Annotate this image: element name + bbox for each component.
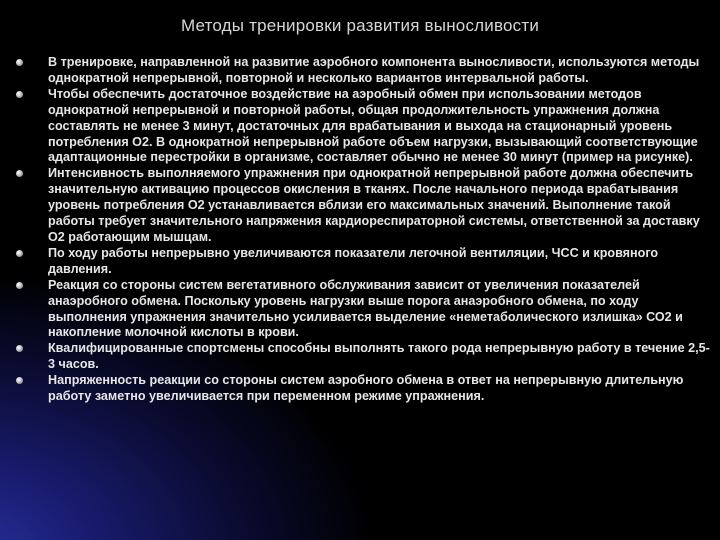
slide-title: Методы тренировки развития выносливости	[180, 16, 540, 35]
bullet-text: В тренировке, направленной на развитие аэробного компонента выносливости, используются методы однократной непрерывной, повторной и несколько вариантов интервальной работы.	[48, 55, 700, 85]
bullet-text: Напряженность реакции со стороны систем аэробного обмена в ответ на непрерывную длительную работу заметно увеличивается при переменном режиме упражнения.	[48, 373, 684, 404]
bullet-dot-icon	[16, 59, 23, 66]
bullet-dot-icon	[16, 250, 23, 257]
bullet-text: Реакция со стороны систем вегетативного обслуживания зависит от увеличения показателей анаэробного обмена. Поскольку уровень нагрузки выше порога анаэробного обмена, по ходу выполнения упражнения значительно усиливается выделение «неметаболического излишка» СО2 и накопление молочной кислоты в крови.	[48, 277, 683, 340]
bullet-dot-icon	[16, 170, 23, 177]
bullet-item	[0, 373, 720, 405]
bullet-dot-icon	[16, 91, 23, 98]
bullet-dot-icon	[16, 282, 23, 289]
bullet-dot-icon	[16, 377, 23, 384]
bullet-text: Чтобы обеспечить достаточное воздействие на аэробный обмен при использовании методов однократной непрерывной и повторной работы, общая продолжительность упражнения должна составлять не менее 3 минут, достаточных для врабатывания и выхода на стационарный уровень потребления О2. В однократной непрерывной работе объем нагрузки, вызывающий соответствующие адаптационные перестройки в организме, составляет обычно не менее 30 минут (пример на рисунке).	[48, 86, 698, 165]
bullet-text: Интенсивность выполняемого упражнения при однократной непрерывной работе должна обеспечить значительную активацию процессов окисления в тканях. После начального периода врабатывания уровень потребления О2 устанавливается вблизи его максимальных значений. Выполнение такой работы требует значительного напряжения кардиореспираторной системы, ответственной за доставку О2 работающим мышцам.	[48, 166, 700, 244]
bullet-dot-icon	[16, 345, 23, 352]
bullet-list	[0, 55, 720, 405]
bullet-item	[0, 87, 720, 167]
bullet-item	[0, 166, 720, 246]
bullet-text: По ходу работы непрерывно увеличиваются показатели легочной вентиляции, ЧСС и кровяного давления.	[48, 245, 659, 276]
bullet-text: Квалифицированные спортсмены способны выполнять такого рода непрерывную работу в течение 2,5-3 часов.	[48, 341, 710, 372]
bullet-item	[0, 246, 720, 278]
bullet-item	[0, 278, 720, 342]
bullet-item	[0, 55, 720, 87]
bullet-item	[0, 341, 720, 373]
